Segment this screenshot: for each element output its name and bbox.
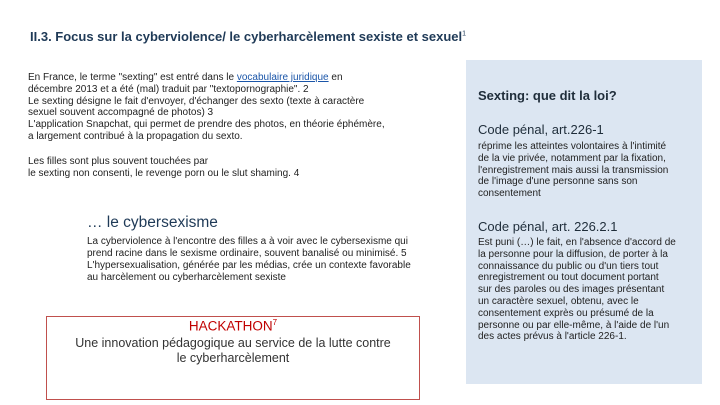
intro-line-5: L'application Snapchat, qui permet de prendre des photos, en théorie éphémère,	[28, 119, 385, 131]
slide-title	[30, 29, 466, 44]
intro-line-4: sexuel souvent accompagné de photos) 3	[28, 107, 214, 119]
article-226-2-1-line: Est puni (…) le fait, en l'absence d'accord de	[478, 237, 676, 248]
hackathon-subtitle-line-1: Une innovation pédagogique au service de la lutte contre	[75, 335, 391, 350]
slide-title-text: II.3. Focus sur la cyberviolence/ le cyberharcèlement sexiste et sexuel	[30, 29, 463, 44]
cybersexism-line-4: au harcèlement ou cyberharcèlement sexiste	[87, 272, 286, 283]
article-226-2-1-line: personne ou par elle-même, à l'aide de l'un	[478, 319, 670, 331]
article-226-1-line: consentement	[478, 188, 541, 200]
article-226-2-1-line: consentement exprès ou présumé de la	[478, 307, 654, 319]
hackathon-subtitle	[47, 336, 419, 366]
article-226-2-1-line: la personne pour la diffusion, de porter à la	[478, 248, 668, 260]
legal-vocabulary-link[interactable]: vocabulaire juridique	[236, 72, 329, 83]
girls-line-1: Les filles sont plus souvent touchées par	[28, 155, 209, 167]
article-226-1-line: l'enregistrement mais aussi la transmission	[478, 164, 669, 176]
article-226-2-1-line: enregistrement ou tout document portant	[478, 272, 659, 284]
article-226-2-1-line: un caractère sexuel, obtenu, avec le	[478, 295, 639, 307]
article-226-1-title: Code pénal, art.226-1	[478, 122, 604, 137]
intro-line-1-end: en	[328, 72, 343, 83]
hackathon-subtitle-line-2: le cyberharcèlement	[176, 350, 290, 365]
hackathon-title-text: HACKATHON	[188, 318, 273, 334]
article-226-2-1-line: connaissance du public ou d'un tiers tout	[478, 260, 659, 272]
intro-line-3: Le sexting désigne le fait d'envoyer, d'échanger des sexto (texte à caractère	[28, 95, 365, 107]
article-226-2-1-title: Code pénal, art. 226.2.1	[478, 219, 618, 234]
hackathon-box	[46, 316, 420, 400]
cybersexism-line-3: L'hypersexualisation, générée par les médias, crée un contexte favorable	[87, 260, 411, 271]
cybersexism-text	[87, 236, 452, 284]
article-226-2-1-line: sur des paroles ou des images présentant	[478, 284, 665, 296]
article-226-1-text	[478, 141, 698, 200]
title-footnote: 1	[462, 30, 467, 38]
girls-line-2: le sexting non consenti, le revenge porn ou le slut shaming. 4	[28, 167, 300, 179]
cybersexism-heading: … le cybersexisme	[87, 214, 218, 231]
cybersexism-line-2: prend racine dans le sexisme ordinaire, souvent banalisé ou minimisé. 5	[87, 248, 407, 259]
intro-line-1	[28, 72, 448, 84]
article-226-1-line: de la vie privée, notamment par la fixation,	[478, 152, 666, 164]
cybersexism-line-1: La cyberviolence à l'encontre des filles a à voir avec le cybersexisme qui	[87, 236, 408, 247]
article-226-2-1-line: des actes prévus à l'article 226-1.	[478, 331, 627, 343]
law-panel	[466, 60, 702, 384]
article-226-2-1-text	[478, 237, 698, 343]
intro-line-1-text: En France, le terme "sexting" est entré dans le	[28, 72, 235, 83]
article-226-1-line: réprime les atteintes volontaires à l'intimité	[478, 141, 667, 152]
hackathon-title	[47, 318, 419, 334]
intro-line-2: décembre 2013 et a été (mal) traduit par "textopornographie". 2	[28, 83, 309, 95]
intro-block	[28, 72, 448, 179]
law-panel-heading: Sexting: que dit la loi?	[478, 88, 617, 103]
article-226-1-line: de l'image d'une personne sans son	[478, 176, 638, 188]
hackathon-footnote: 7	[272, 318, 278, 327]
intro-line-6: a largement contribué à la propagation du sexto.	[28, 130, 243, 142]
